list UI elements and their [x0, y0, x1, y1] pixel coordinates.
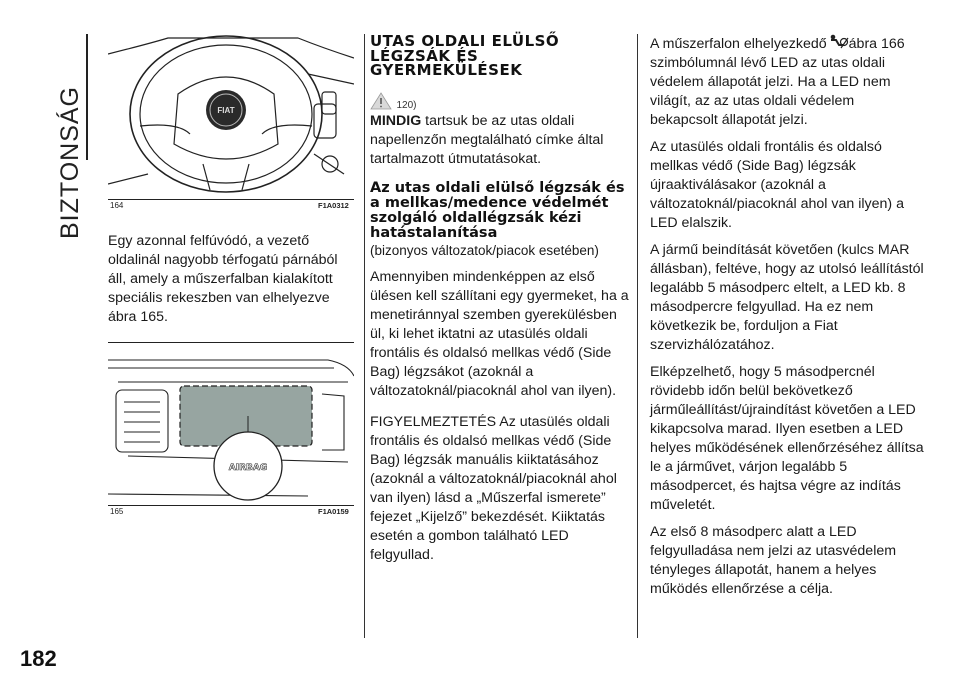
section-tab-bar: [86, 34, 88, 160]
fiat-logo: FIAT: [217, 106, 235, 115]
dashboard-illustration: [108, 346, 354, 502]
steering-wheel-illustration: [108, 34, 354, 196]
figure-rule: [108, 505, 354, 506]
intro-bold-word: MINDIG: [370, 112, 422, 129]
col3-paragraph-4: Elképzelhető, hogy 5 másodpercnél rövidebb időn belül bekövetkező járműleállítást/újraindítást követően a LED kikapcsolva marad. Ilyen esetben a LED helyes működésének ellenőrzéséhez állítsa le a járművet, várjon legalább 5 másodpercet, és hajtsa végre az indítás műveletét.: [650, 364, 924, 513]
figure-rule: [108, 342, 354, 343]
col3-paragraph-5: Az első 8 másodperc alatt a LED felgyulladása nem jelzi az utasvédelem tényleges állapotát, hanem a helyes működés ellenőrzése a célja.: [650, 524, 897, 597]
page-number: 182: [20, 646, 57, 671]
section-tab-title: BIZTONSÁG: [56, 86, 84, 240]
figure-code: F1A0312: [318, 201, 349, 210]
intro-text: tartsuk be az utas oldali napellenzőn megtalálható címke által tartalmazott útmutatásokat.: [370, 112, 604, 167]
column-3: [650, 34, 925, 607]
col1-paragraph: Egy azonnal felfúvódó, a vezető oldalinál nagyobb térfogatú párnából áll, amely a műszerfalban kialakított speciális rekeszben van elhelyezve ábra 165.: [108, 233, 338, 325]
subsection-heading: Az utas oldali elülső légzsák és a mellkas/medence védelmét szolgáló oldallégzsák kézi hatástalanítása: [370, 179, 625, 241]
col2-paragraph-2: FIGYELMEZTETÉS Az utasülés oldali frontális és oldalsó mellkas védő (Side Bag) légzsák manuális kiiktatásához (azoknál a változatoknál/piacoknál ahol van ilyen) lásd a „Műszerfal ismerete” fejezet „Kijelző” bekezdését. Kiiktatás esetén a gombon található LED felgyullad.: [370, 413, 617, 563]
column-divider: [364, 34, 365, 638]
column-divider: [637, 34, 638, 638]
figure-number: 164: [110, 201, 124, 210]
section-heading: UTAS OLDALI ELÜLSŐ LÉGZSÁK ÉS GYERMEKÜLÉSEK: [370, 32, 560, 79]
col2-paragraph-1: Amennyiben mindenképpen az első ülésen kell szállítani egy gyermeket, ha a menetiránnyal szemben gyerekülésben ül, ki lehet iktatni az utasülés oldali frontális és oldalsó mellkas védő (Side Bag) légzsákot (azoknál a változatoknál/piacoknál ahol van ilyen).: [370, 268, 629, 399]
airbag-label: AIRBAG: [228, 463, 268, 473]
figure-code: F1A0159: [318, 507, 349, 516]
passenger-airbag-off-icon: [827, 34, 849, 50]
column-2: [370, 34, 630, 573]
col3-paragraph-2: Az utasülés oldali frontális és oldalsó mellkas védő (Side Bag) légzsák újraaktiválásakor (azoknál a változatoknál/piacoknál ahol van ilyen) a LED elalszik.: [650, 139, 904, 231]
figure-steering-wheel: [108, 34, 354, 196]
subsection-note: (bizonyos változatok/piacok esetében): [370, 242, 599, 258]
figure-number: 165: [110, 507, 124, 516]
col3-paragraph-1: A műszerfalon elhelyezkedő ábra 166 szimbólumnál lévő LED az utas oldali védelem állapotát jelzi. Ha a LED nem világít, az az utas oldali védelem bekapcsolt állapotát jelzi.: [650, 36, 905, 128]
warning-triangle-icon: [370, 92, 392, 110]
col3-paragraph-3: A jármű beindítását követően (kulcs MAR állásban), feltéve, hogy az utolsó leállítástól legalább 5 másodperc eltelt, a LED kb. 8 másodpercre felgyullad. Ha ez nem következik be, forduljon a Fiat szervizhálózatához.: [650, 242, 924, 353]
figure-rule: [108, 199, 354, 200]
warning-reference: [370, 92, 630, 112]
warning-ref-number: 120): [396, 99, 417, 111]
figure-dashboard-airbag: [108, 346, 354, 502]
intro-paragraph: [370, 112, 630, 169]
